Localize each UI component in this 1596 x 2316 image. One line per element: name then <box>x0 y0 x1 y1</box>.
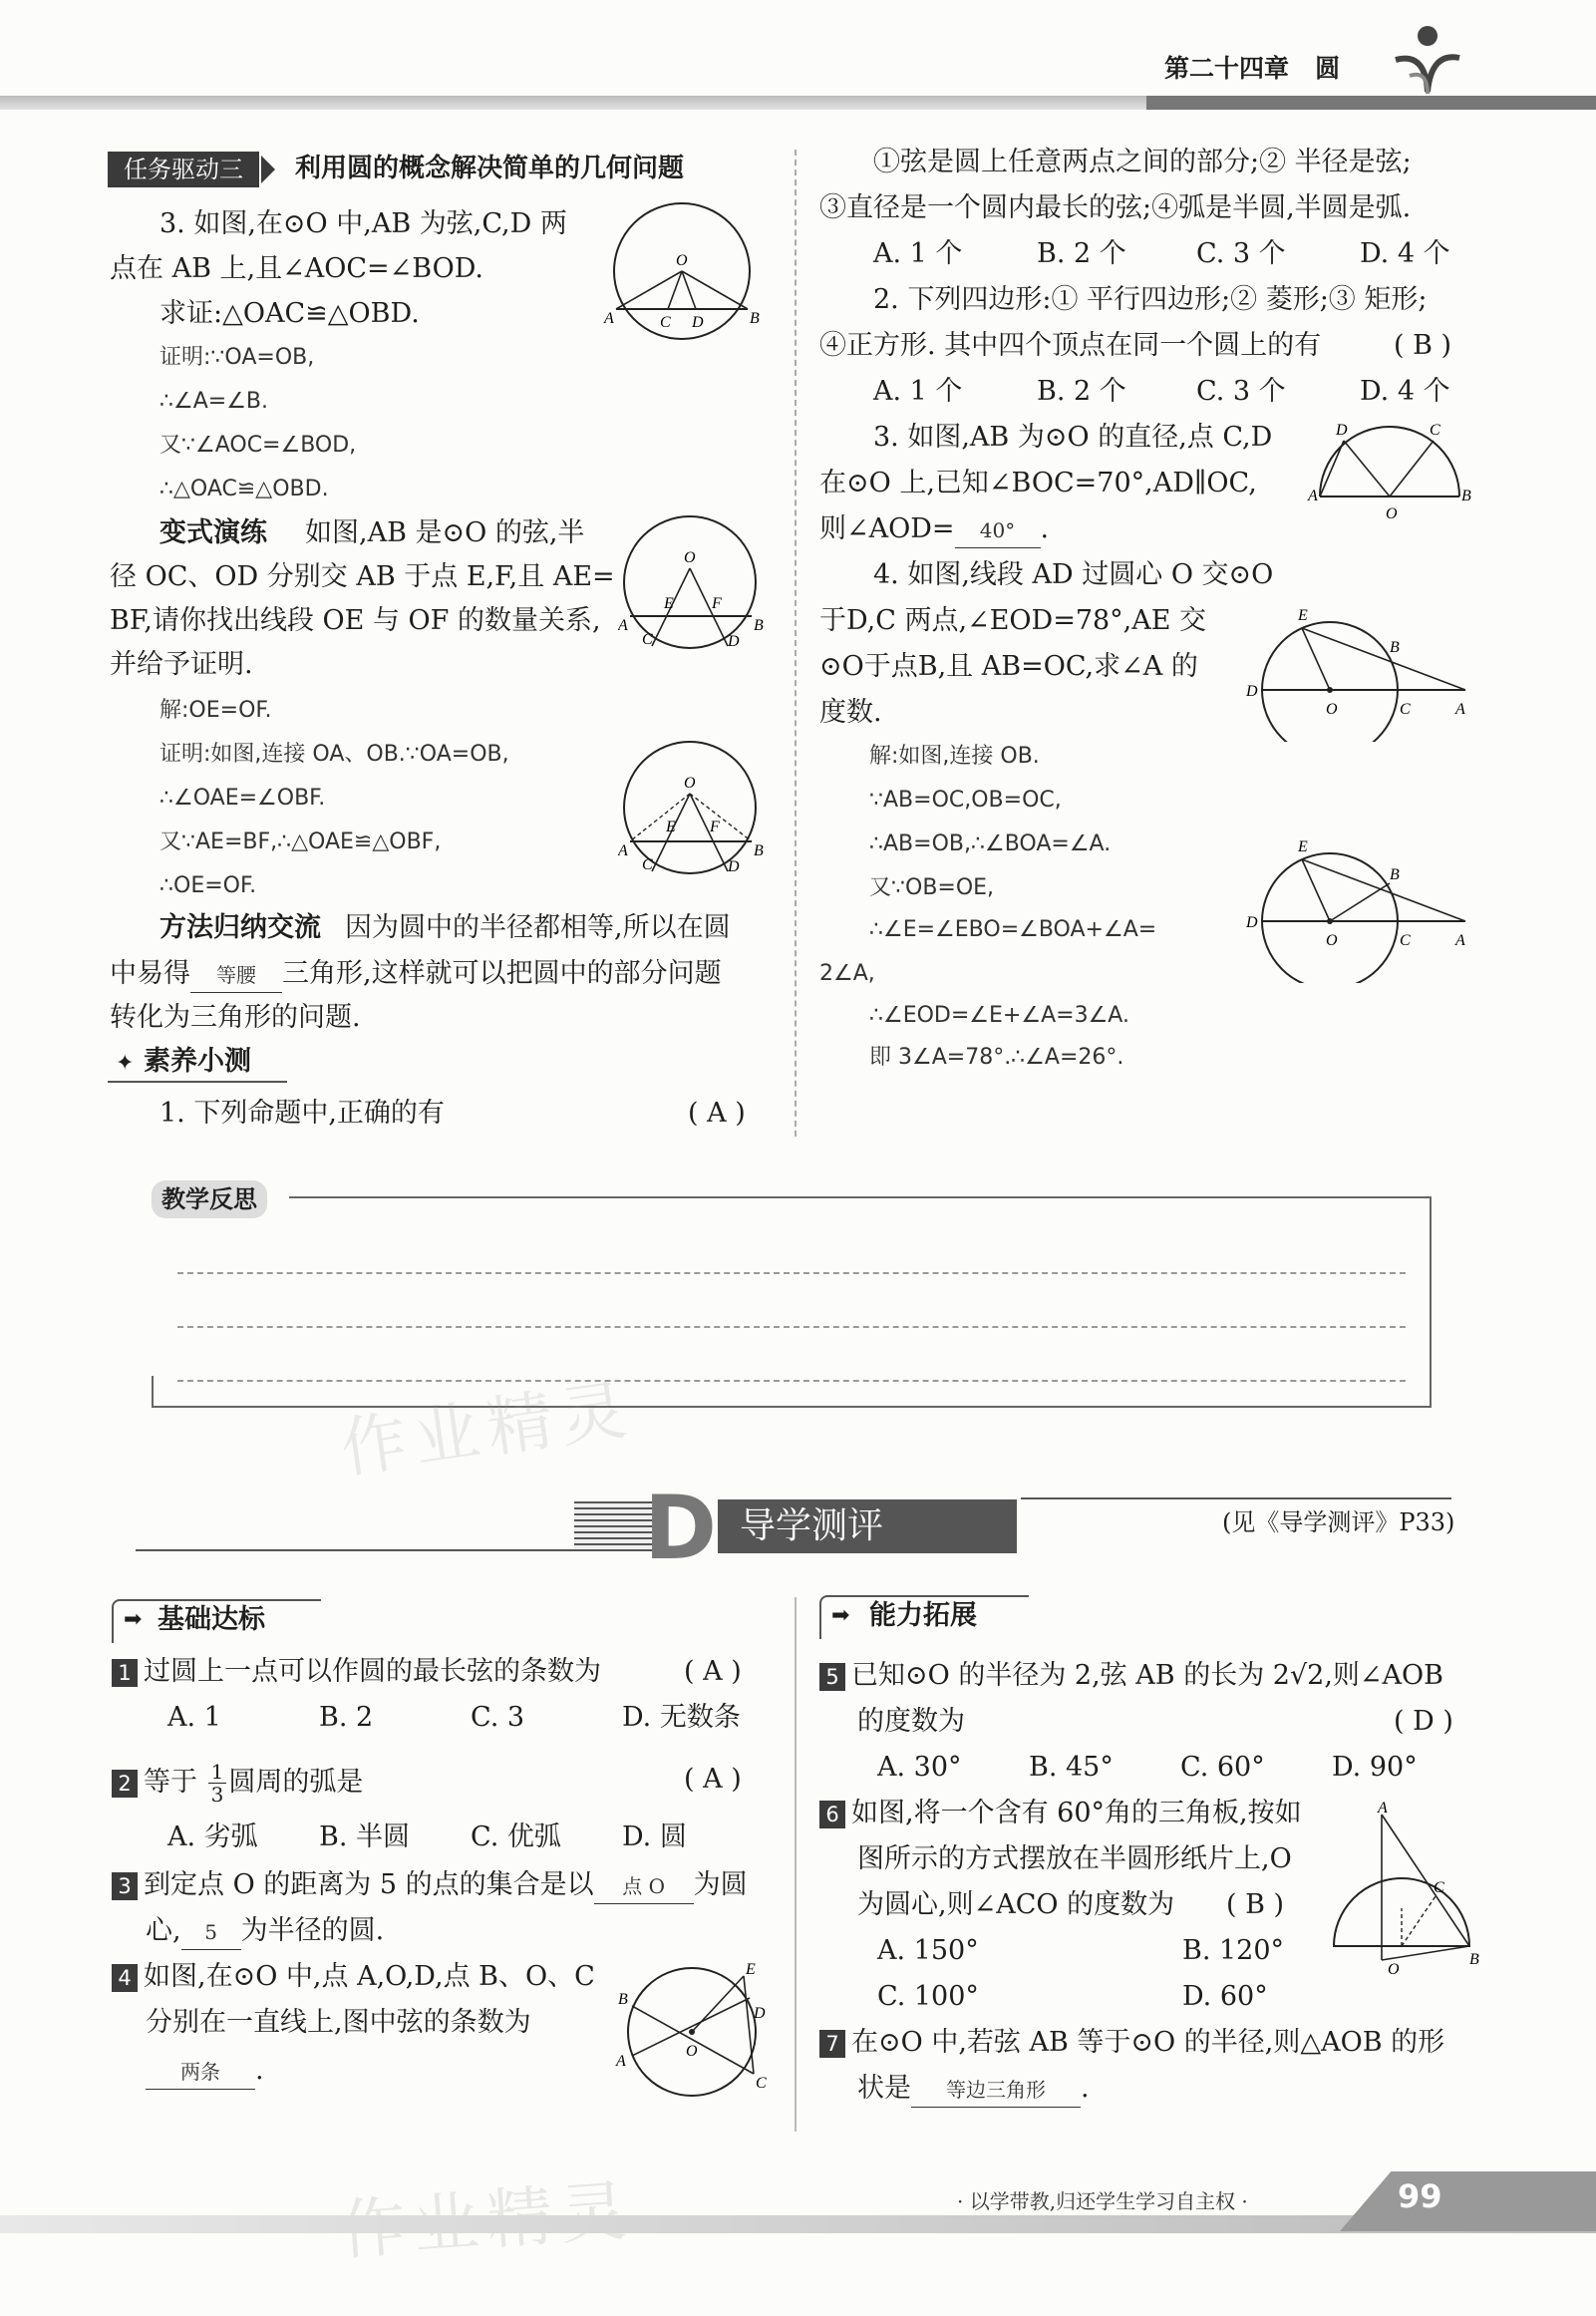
adv-q7-answer: 等边三角形 <box>911 2073 1081 2108</box>
svg-text:C: C <box>756 2075 767 2092</box>
basic-arrow-icon: ➡ <box>124 1607 143 1632</box>
q3-proof-3: 又∵∠AOC=∠BOD, <box>160 433 357 458</box>
svg-text:B: B <box>754 617 764 634</box>
adv-q6-figure <box>1322 1799 1485 1988</box>
svg-text:O: O <box>684 549 696 566</box>
basic-q2-choice-c: C. 优弧 <box>471 1821 561 1852</box>
quiz-q2-line2: ④正方形. 其中四个顶点在同一个圆上的有 <box>819 330 1322 361</box>
svg-text:D: D <box>1246 914 1258 931</box>
quiz-q4-sol-3: ∴AB=OB,∴∠BOA=∠A. <box>869 831 1112 856</box>
svg-text:C: C <box>660 314 671 331</box>
q3-circle-figure <box>602 199 764 345</box>
quiz-q4-sol-7: ∴∠EOD=∠E+∠A=3∠A. <box>869 1003 1129 1028</box>
quiz-q4-sol-5: ∴∠E=∠EBO=∠BOA+∠A= <box>869 917 1157 942</box>
section-d-ref: (见《导学测评》P33) <box>1222 1508 1455 1536</box>
adv-q5-line2: 的度数为 <box>857 1706 965 1737</box>
quiz-q4-sol-8: 即 3∠A=78°.∴∠A=26°. <box>869 1045 1124 1070</box>
reflection-line-2 <box>177 1326 1406 1328</box>
section-d-letter: D <box>644 1477 718 1579</box>
method-label: 方法归纳交流 <box>160 912 321 943</box>
svg-text:A: A <box>618 842 628 859</box>
quiz-label: 素养小测 <box>144 1046 251 1077</box>
q3-line3: 求证:△OAC≌△OBD. <box>160 298 420 329</box>
basic-q4-line1: 4 如图,在⊙O 中,点 A,O,D,点 B、O、C <box>112 1960 595 1994</box>
svg-text:O: O <box>1388 1961 1400 1978</box>
adv-q5-choice-d: D. 90° <box>1332 1752 1418 1783</box>
adv-q6-choice-d: D. 60° <box>1182 1981 1268 2012</box>
section-d-title: 导学测评 <box>718 1499 1017 1553</box>
quiz-q4-sol-1: 解:如图,连接 OB. <box>869 744 1040 769</box>
basic-q2-choice-a: A. 劣弧 <box>167 1821 258 1852</box>
quiz-q4-line1: 4. 如图,线段 AD 过圆心 O 交⊙O <box>873 559 1274 590</box>
quiz-q4-sol-6: 2∠A, <box>819 961 875 986</box>
method-answer: 等腰 <box>190 958 282 993</box>
chapter-title: 第二十四章 圆 <box>1164 54 1341 83</box>
basic-q3-answer2: 5 <box>181 1915 241 1950</box>
footer-page-number: 99 <box>1398 2177 1442 2215</box>
svg-text:O: O <box>676 252 688 269</box>
quiz-q2-choice-a: A. 1 个 <box>873 376 963 407</box>
q3-proof-4: ∴△OAC≌△OBD. <box>160 477 329 501</box>
variant-sol-1: 解:OE=OF. <box>160 698 272 723</box>
adv-q7-line2: 状是 等边三角形 . <box>857 2072 1090 2108</box>
adv-q6-answer: ( B ) <box>1226 1889 1285 1920</box>
quiz-q4-line2: 于D,C 两点,∠EOD=78°,AE 交 <box>819 605 1207 636</box>
variant-label: 变式演练 <box>160 517 267 548</box>
lower-column-divider <box>795 1597 797 2132</box>
svg-text:C: C <box>1430 422 1440 439</box>
basic-q1-choice-b: B. 2 <box>319 1702 374 1733</box>
advanced-arrow-icon: ➡ <box>831 1603 850 1628</box>
basic-q2: 2 等于 $\frac{1}{3}$ 圆周的弧是 <box>112 1761 363 1806</box>
quiz-q3-line1: 3. 如图,AB 为⊙O 的直径,点 C,D <box>873 422 1273 453</box>
quiz-q1: 1. 下列命题中,正确的有 <box>160 1098 445 1129</box>
svg-text:D: D <box>1246 683 1258 700</box>
watermark-middle: 作业精灵 <box>335 1370 639 1489</box>
quiz-star-icon: ✦ <box>116 1051 135 1076</box>
svg-text:B: B <box>618 1991 628 2008</box>
method-line1: 因为圆中的半径都相等,所以在圆 <box>345 912 731 943</box>
adv-q6-choice-b: B. 120° <box>1182 1935 1285 1966</box>
quiz-q1-opts-2: ③直径是一个圆内最长的弦;④弧是半圆,半圆是弧. <box>819 192 1412 223</box>
adv-q6-line1: 6 如图,将一个含有 60°角的三角板,按如 <box>819 1797 1302 1830</box>
method-line3: 转化为三角形的问题. <box>110 1002 361 1033</box>
svg-text:C: C <box>642 856 653 873</box>
advanced-label: 能力拓展 <box>869 1600 977 1631</box>
task-arrow-icon <box>261 156 275 183</box>
basic-q4-figure <box>614 1960 776 2106</box>
q3-line2: 点在 AB 上,且∠AOC=∠BOD. <box>110 253 483 284</box>
variant-line2: 径 OC、OD 分别交 AB 于点 E,F,且 AE= <box>110 561 615 592</box>
svg-text:E: E <box>664 595 674 612</box>
adv-q5-answer: ( D ) <box>1394 1706 1453 1737</box>
variant-sol-5: ∴OE=OF. <box>160 873 257 898</box>
footer-page-tab <box>1340 2171 1596 2231</box>
svg-text:A: A <box>1378 1800 1388 1817</box>
quiz-q3-line2: 在⊙O 上,已知∠BOC=70°,AD∥OC, <box>819 468 1257 498</box>
quiz-q3-figure <box>1306 419 1475 528</box>
svg-text:A: A <box>1308 488 1318 504</box>
reflection-right-line <box>1430 1196 1432 1406</box>
adv-q6-line3: 为圆心,则∠ACO 的度数为 <box>857 1889 1175 1920</box>
adv-q5-choice-b: B. 45° <box>1029 1752 1114 1783</box>
quiz-q1-answer: ( A ) <box>688 1098 746 1129</box>
basic-q3-line2: 心, 5 为半径的圆. <box>146 1914 384 1950</box>
svg-text:B: B <box>1469 1951 1479 1968</box>
quiz-q1-choice-b: B. 2 个 <box>1037 238 1126 269</box>
column-divider <box>795 150 797 1137</box>
basic-q1-answer: ( A ) <box>684 1656 742 1687</box>
quiz-q4-sol-4: 又∵OB=OE, <box>869 875 995 900</box>
svg-text:B: B <box>750 310 760 327</box>
reflection-label: 教学反思 <box>152 1180 267 1218</box>
section-d-line-left <box>136 1549 574 1551</box>
svg-text:A: A <box>616 2053 626 2070</box>
svg-text:A: A <box>618 617 628 634</box>
svg-text:F: F <box>710 819 720 835</box>
book-logo-icon <box>1386 22 1465 98</box>
quiz-q2-line1: 2. 下列四边形:① 平行四边形;② 菱形;③ 矩形; <box>873 284 1428 315</box>
quiz-q1-opts-1: ①弦是圆上任意两点之间的部分;② 半径是弦; <box>873 147 1412 177</box>
basic-q3-line1: 3 到定点 O 的距离为 5 的点的集合是以 点 O 为圆 <box>112 1868 748 1904</box>
section-d-stripes <box>574 1501 654 1551</box>
variant-sol-2: 证明:如图,连接 OA、OB.∵OA=OB, <box>160 742 509 767</box>
adv-q6-line2: 图所示的方式摆放在半圆形纸片上,O <box>857 1843 1292 1874</box>
svg-text:E: E <box>1298 838 1308 855</box>
variant-sol-3: ∴∠OAE=∠OBF. <box>160 786 326 811</box>
svg-text:O: O <box>1326 701 1338 718</box>
reflection-line-3 <box>177 1380 1406 1382</box>
basic-q2-answer: ( A ) <box>684 1764 742 1795</box>
fraction-denominator: 3 <box>210 1783 224 1807</box>
quiz-q4-line3: ⊙O于点B,且 AB=OC,求∠A 的 <box>819 651 1198 682</box>
basic-q1: 1 过圆上一点可以作圆的最长弦的条数为 <box>112 1655 601 1689</box>
reflection-top-line <box>289 1196 1432 1198</box>
svg-text:D: D <box>754 2005 766 2022</box>
variant-line1: 如图,AB 是⊙O 的弦,半 <box>305 517 585 548</box>
task-title: 利用圆的概念解决简单的几何问题 <box>295 154 685 183</box>
svg-text:C: C <box>1400 932 1411 949</box>
svg-text:E: E <box>666 819 676 835</box>
basic-q1-choice-a: A. 1 <box>167 1702 221 1733</box>
basic-q3-answer1: 点 O <box>594 1869 694 1904</box>
q3-line1: 3. 如图,在⊙O 中,AB 为弦,C,D 两 <box>160 208 567 239</box>
svg-text:D: D <box>692 314 704 331</box>
adv-q6-choice-a: A. 150° <box>877 1935 979 1966</box>
quiz-q3-answer: 40° <box>955 513 1041 548</box>
fraction-numerator: 1 <box>208 1761 227 1784</box>
svg-text:A: A <box>1455 932 1465 949</box>
footer-motto: · 以学带教,归还学生学习自主权 · <box>957 2189 1248 2213</box>
variant-circle-figure <box>618 512 768 652</box>
quiz-q4-solution-figure <box>1242 824 1473 983</box>
quiz-q1-choice-c: C. 3 个 <box>1196 238 1286 269</box>
quiz-q4-figure <box>1242 602 1473 742</box>
quiz-underline <box>108 1081 287 1083</box>
basic-q2-choice-b: B. 半圆 <box>319 1821 411 1852</box>
basic-q1-choice-c: C. 3 <box>471 1702 525 1733</box>
basic-q4-line2: 分别在一直线上,图中弦的条数为 <box>146 2007 531 2038</box>
svg-text:O: O <box>684 775 696 792</box>
svg-text:E: E <box>1298 607 1308 624</box>
svg-text:E: E <box>746 1961 756 1978</box>
adv-q5-choice-a: A. 30° <box>877 1752 962 1783</box>
section-d-line-right <box>1021 1497 1451 1499</box>
quiz-q2-choice-b: B. 2 个 <box>1037 376 1126 407</box>
basic-q1-choice-d: D. 无数条 <box>622 1702 741 1733</box>
variant-line3: BF,请你找出线段 OE 与 OF 的数量关系, <box>110 605 601 636</box>
svg-text:D: D <box>728 858 740 875</box>
quiz-q4-sol-2: ∵AB=OC,OB=OC, <box>869 788 1062 813</box>
svg-text:O: O <box>1326 932 1338 949</box>
basic-q2-choice-d: D. 圆 <box>622 1821 687 1852</box>
svg-text:A: A <box>1455 701 1465 718</box>
adv-q5-choice-c: C. 60° <box>1180 1752 1265 1783</box>
basic-q4-answer: 两条 <box>146 2055 255 2090</box>
quiz-q1-choice-a: A. 1 个 <box>873 238 963 269</box>
variant-solution-figure <box>618 738 768 877</box>
header-bar-dark <box>1146 96 1596 110</box>
q3-proof-2: ∴∠A=∠B. <box>160 389 269 414</box>
quiz-q1-choice-d: D. 4 个 <box>1360 238 1450 269</box>
quiz-q3-line3: 则∠AOD= 40° . <box>819 512 1049 548</box>
svg-text:F: F <box>712 595 722 612</box>
method-line2: 中易得 等腰 三角形,这样就可以把圆中的部分问题 <box>110 957 722 993</box>
task-badge: 任务驱动三 <box>108 152 259 187</box>
variant-line4: 并给予证明. <box>110 649 253 680</box>
svg-text:D: D <box>1336 422 1348 439</box>
svg-text:C: C <box>1434 1879 1444 1896</box>
svg-text:C: C <box>642 631 653 648</box>
svg-text:O: O <box>686 2043 698 2060</box>
svg-text:B: B <box>1461 488 1471 504</box>
variant-sol-4: 又∵AE=BF,∴△OAE≌△OBF, <box>160 829 442 854</box>
quiz-q2-choice-c: C. 3 个 <box>1196 376 1286 407</box>
svg-text:B: B <box>1390 639 1400 656</box>
svg-text:A: A <box>604 310 614 327</box>
svg-text:O: O <box>1386 505 1398 522</box>
svg-text:C: C <box>1400 701 1411 718</box>
svg-text:B: B <box>1390 866 1400 883</box>
quiz-q2-choice-d: D. 4 个 <box>1360 376 1450 407</box>
quiz-q2-answer: ( B ) <box>1394 330 1452 361</box>
quiz-q4-line4: 度数. <box>819 697 882 728</box>
q3-proof-1: 证明:∵OA=OB, <box>160 345 315 370</box>
adv-q7-line1: 7 在⊙O 中,若弦 AB 等于⊙O 的半径,则△AOB 的形 <box>819 2026 1444 2060</box>
basic-label: 基础达标 <box>158 1604 265 1635</box>
reflection-line-1 <box>177 1272 1406 1274</box>
adv-q5-line1: 5 已知⊙O 的半径为 2,弦 AB 的长为 2√2,则∠AOB <box>819 1659 1443 1693</box>
reflection-left-line <box>152 1376 154 1406</box>
svg-text:B: B <box>754 842 764 859</box>
basic-q4-line3: 两条 . <box>146 2054 264 2090</box>
svg-text:D: D <box>728 633 740 650</box>
adv-q6-choice-c: C. 100° <box>877 1981 979 2012</box>
